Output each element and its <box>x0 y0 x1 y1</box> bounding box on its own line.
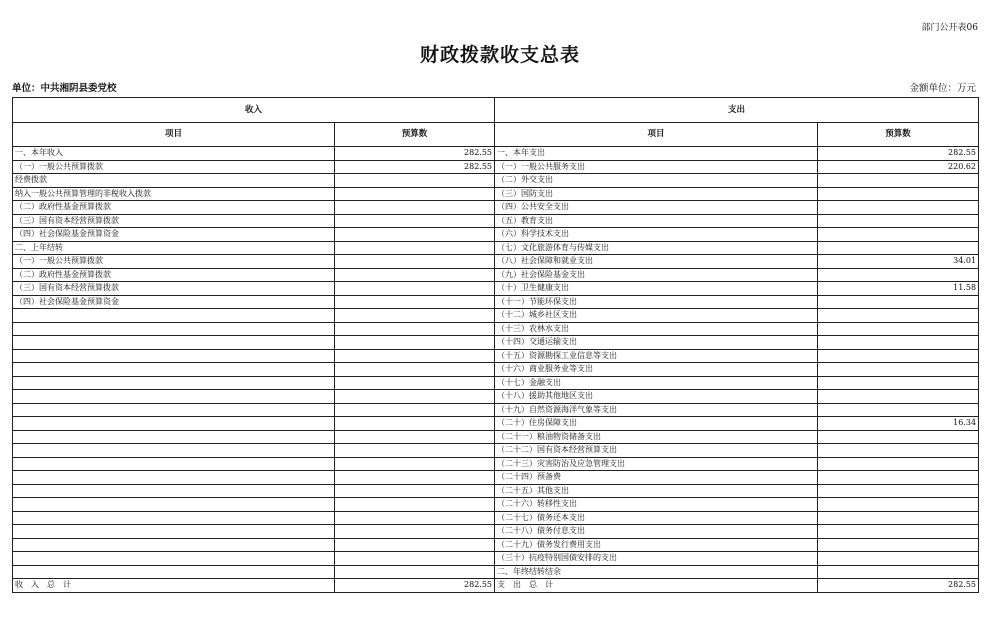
table-row <box>13 417 979 431</box>
expense-budget-header: 预算数 <box>818 123 979 147</box>
table-row <box>13 322 979 336</box>
expense-amount-cell <box>818 268 979 282</box>
table-row <box>13 295 979 309</box>
income-amount-cell <box>335 214 495 228</box>
expense-item-cell: （十五）资源勘探工业信息等支出 <box>495 349 818 363</box>
expense-item-cell: （二十六）转移性支出 <box>495 498 818 512</box>
expense-item-cell: （五）教育支出 <box>495 214 818 228</box>
expense-item-cell: （十二）城乡社区支出 <box>495 309 818 323</box>
expense-item-cell: （九）社会保险基金支出 <box>495 268 818 282</box>
income-amount-cell <box>335 538 495 552</box>
document-code: 部门公开表06 <box>921 23 978 33</box>
income-amount-cell <box>335 565 495 579</box>
expense-item-header: 项目 <box>495 123 818 147</box>
income-amount-cell <box>335 376 495 390</box>
page-title: 财政拨款收支总表 <box>419 44 580 66</box>
expense-item-cell: （二十二）国有资本经营预算支出 <box>495 444 818 458</box>
expense-item-cell: （二十八）债务付息支出 <box>495 525 818 539</box>
expense-total-label: 支 出 总 计 <box>495 579 818 593</box>
income-item-cell <box>13 565 335 579</box>
expense-amount-cell <box>818 471 979 485</box>
income-item-cell <box>13 363 335 377</box>
section-header-row <box>13 98 979 123</box>
expense-item-cell: （八）社会保障和就业支出 <box>495 255 818 269</box>
expense-item-cell: 一、本年支出 <box>495 147 818 161</box>
table-row <box>13 390 979 404</box>
income-amount-cell <box>335 430 495 444</box>
expense-amount-cell: 34.01 <box>818 255 979 269</box>
expense-amount-cell <box>818 525 979 539</box>
table-row <box>13 565 979 579</box>
expense-item-cell: （十九）自然资源海洋气象等支出 <box>495 403 818 417</box>
expense-item-cell: （二十一）粮油物资储备支出 <box>495 430 818 444</box>
expense-item-cell: （四）公共安全支出 <box>495 201 818 215</box>
column-header-row <box>13 123 979 147</box>
table-row <box>13 498 979 512</box>
table-row <box>13 457 979 471</box>
table-row <box>13 201 979 215</box>
expense-total-amount: 282.55 <box>818 579 979 593</box>
table-row <box>13 160 979 174</box>
income-amount-cell <box>335 511 495 525</box>
income-item-cell: （一）一般公共预算拨款 <box>13 160 335 174</box>
expense-amount-cell <box>818 457 979 471</box>
expense-amount-cell <box>818 363 979 377</box>
income-item-cell: 纳入一般公共预算管理的非税收入拨款 <box>13 187 335 201</box>
expense-item-cell: （七）文化旅游体育与传媒支出 <box>495 241 818 255</box>
expense-item-cell: （三十）抗疫特别国债安排的支出 <box>495 552 818 566</box>
expense-amount-cell <box>818 295 979 309</box>
income-item-cell: 一、本年收入 <box>13 147 335 161</box>
table-row <box>13 174 979 188</box>
table-row <box>13 430 979 444</box>
income-amount-cell <box>335 390 495 404</box>
income-amount-cell <box>335 255 495 269</box>
income-amount-cell <box>335 349 495 363</box>
income-item-cell: （四）社会保险基金预算资金 <box>13 295 335 309</box>
table-row <box>13 511 979 525</box>
income-item-cell <box>13 336 335 350</box>
income-item-cell <box>13 376 335 390</box>
income-amount-cell <box>335 322 495 336</box>
income-amount-cell <box>335 417 495 431</box>
expense-amount-cell <box>818 538 979 552</box>
expense-item-cell: （二十四）预备费 <box>495 471 818 485</box>
expense-amount-cell <box>818 484 979 498</box>
table-row <box>13 268 979 282</box>
expense-amount-cell <box>818 498 979 512</box>
income-item-cell <box>13 538 335 552</box>
expense-item-cell: （十三）农林水支出 <box>495 322 818 336</box>
expense-item-cell: （十七）金融支出 <box>495 376 818 390</box>
expense-item-cell: （十）卫生健康支出 <box>495 282 818 296</box>
income-item-cell <box>13 390 335 404</box>
income-item-cell <box>13 403 335 417</box>
income-item-cell: （二）政府性基金预算拨款 <box>13 201 335 215</box>
income-amount-cell <box>335 403 495 417</box>
income-item-cell <box>13 417 335 431</box>
income-amount-cell <box>335 457 495 471</box>
table-row <box>13 471 979 485</box>
table-row <box>13 214 979 228</box>
expense-amount-cell <box>818 403 979 417</box>
table-row <box>13 282 979 296</box>
income-total-label: 收 入 总 计 <box>13 579 335 593</box>
income-total-amount: 282.55 <box>335 579 495 593</box>
income-budget-header: 预算数 <box>335 123 495 147</box>
expense-amount-cell <box>818 552 979 566</box>
expense-item-cell: （二十九）债务发行费用支出 <box>495 538 818 552</box>
expense-section-header: 支出 <box>495 98 979 123</box>
income-item-cell <box>13 484 335 498</box>
income-amount-cell <box>335 187 495 201</box>
table-row <box>13 363 979 377</box>
income-item-cell <box>13 511 335 525</box>
expense-amount-cell <box>818 390 979 404</box>
expense-item-cell: （二）外交支出 <box>495 174 818 188</box>
table-row <box>13 255 979 269</box>
income-amount-cell <box>335 201 495 215</box>
expense-amount-cell <box>818 228 979 242</box>
income-item-header: 项目 <box>13 123 335 147</box>
income-amount-cell <box>335 174 495 188</box>
expense-amount-cell <box>818 201 979 215</box>
income-item-cell: （一）一般公共预算拨款 <box>13 255 335 269</box>
income-item-cell <box>13 471 335 485</box>
expense-amount-cell <box>818 349 979 363</box>
income-amount-cell <box>335 228 495 242</box>
income-item-cell: （四）社会保险基金预算资金 <box>13 228 335 242</box>
table-row <box>13 376 979 390</box>
expense-item-cell: （十四）交通运输支出 <box>495 336 818 350</box>
income-item-cell <box>13 430 335 444</box>
income-amount-cell <box>335 295 495 309</box>
expense-amount-cell <box>818 511 979 525</box>
table-row <box>13 228 979 242</box>
income-item-cell <box>13 322 335 336</box>
table-row <box>13 484 979 498</box>
table-row <box>13 444 979 458</box>
expense-item-cell: （十六）商业服务业等支出 <box>495 363 818 377</box>
income-item-cell <box>13 349 335 363</box>
expense-amount-cell <box>818 444 979 458</box>
income-item-cell <box>13 498 335 512</box>
expense-item-cell: （二十七）债务还本支出 <box>495 511 818 525</box>
expense-amount-cell <box>818 309 979 323</box>
income-amount-cell <box>335 525 495 539</box>
income-amount-cell <box>335 282 495 296</box>
expense-item-cell: （三）国防支出 <box>495 187 818 201</box>
expense-amount-cell <box>818 565 979 579</box>
expense-item-cell: （十八）援助其他地区支出 <box>495 390 818 404</box>
income-amount-cell <box>335 363 495 377</box>
table-row <box>13 147 979 161</box>
income-section-header: 收入 <box>13 98 495 123</box>
expense-amount-cell: 220.62 <box>818 160 979 174</box>
expense-amount-cell <box>818 174 979 188</box>
expense-amount-cell <box>818 241 979 255</box>
income-amount-cell <box>335 336 495 350</box>
expense-amount-cell: 282.55 <box>818 147 979 161</box>
expense-item-cell: 二、年终结转结余 <box>495 565 818 579</box>
income-amount-cell <box>335 552 495 566</box>
table-row <box>13 187 979 201</box>
expense-item-cell: （六）科学技术支出 <box>495 228 818 242</box>
income-amount-cell <box>335 498 495 512</box>
table-row <box>13 349 979 363</box>
table-row <box>13 336 979 350</box>
table-row <box>13 525 979 539</box>
expense-amount-cell: 11.58 <box>818 282 979 296</box>
expense-item-cell: （二十）住房保障支出 <box>495 417 818 431</box>
income-item-cell <box>13 457 335 471</box>
amount-unit-label: 金额单位：万元 <box>909 83 976 94</box>
unit-label: 单位：中共湘阴县委党校 <box>12 83 117 94</box>
income-amount-cell <box>335 241 495 255</box>
table-row <box>13 309 979 323</box>
table-body <box>13 147 979 593</box>
income-amount-cell: 282.55 <box>335 160 495 174</box>
income-amount-cell <box>335 484 495 498</box>
expense-amount-cell <box>818 187 979 201</box>
expense-amount-cell <box>818 336 979 350</box>
income-amount-cell <box>335 309 495 323</box>
table-row <box>13 403 979 417</box>
income-item-cell: 经费拨款 <box>13 174 335 188</box>
income-item-cell: （三）国有资本经营预算拨款 <box>13 282 335 296</box>
income-item-cell: （三）国有资本经营预算拨款 <box>13 214 335 228</box>
income-amount-cell <box>335 268 495 282</box>
expense-item-cell: （二十三）灾害防治及应急管理支出 <box>495 457 818 471</box>
expense-amount-cell <box>818 376 979 390</box>
income-amount-cell: 282.55 <box>335 147 495 161</box>
income-item-cell <box>13 552 335 566</box>
income-item-cell: 二、上年结转 <box>13 241 335 255</box>
budget-summary-table <box>12 97 979 593</box>
table-row <box>13 538 979 552</box>
table-row <box>13 241 979 255</box>
income-item-cell <box>13 525 335 539</box>
income-item-cell <box>13 444 335 458</box>
totals-row <box>13 579 979 593</box>
expense-amount-cell <box>818 322 979 336</box>
expense-item-cell: （一）一般公共服务支出 <box>495 160 818 174</box>
income-amount-cell <box>335 471 495 485</box>
income-amount-cell <box>335 444 495 458</box>
expense-amount-cell <box>818 214 979 228</box>
expense-amount-cell: 16.34 <box>818 417 979 431</box>
expense-item-cell: （二十五）其他支出 <box>495 484 818 498</box>
income-item-cell: （二）政府性基金预算拨款 <box>13 268 335 282</box>
income-item-cell <box>13 309 335 323</box>
expense-item-cell: （十一）节能环保支出 <box>495 295 818 309</box>
table-row <box>13 552 979 566</box>
expense-amount-cell <box>818 430 979 444</box>
